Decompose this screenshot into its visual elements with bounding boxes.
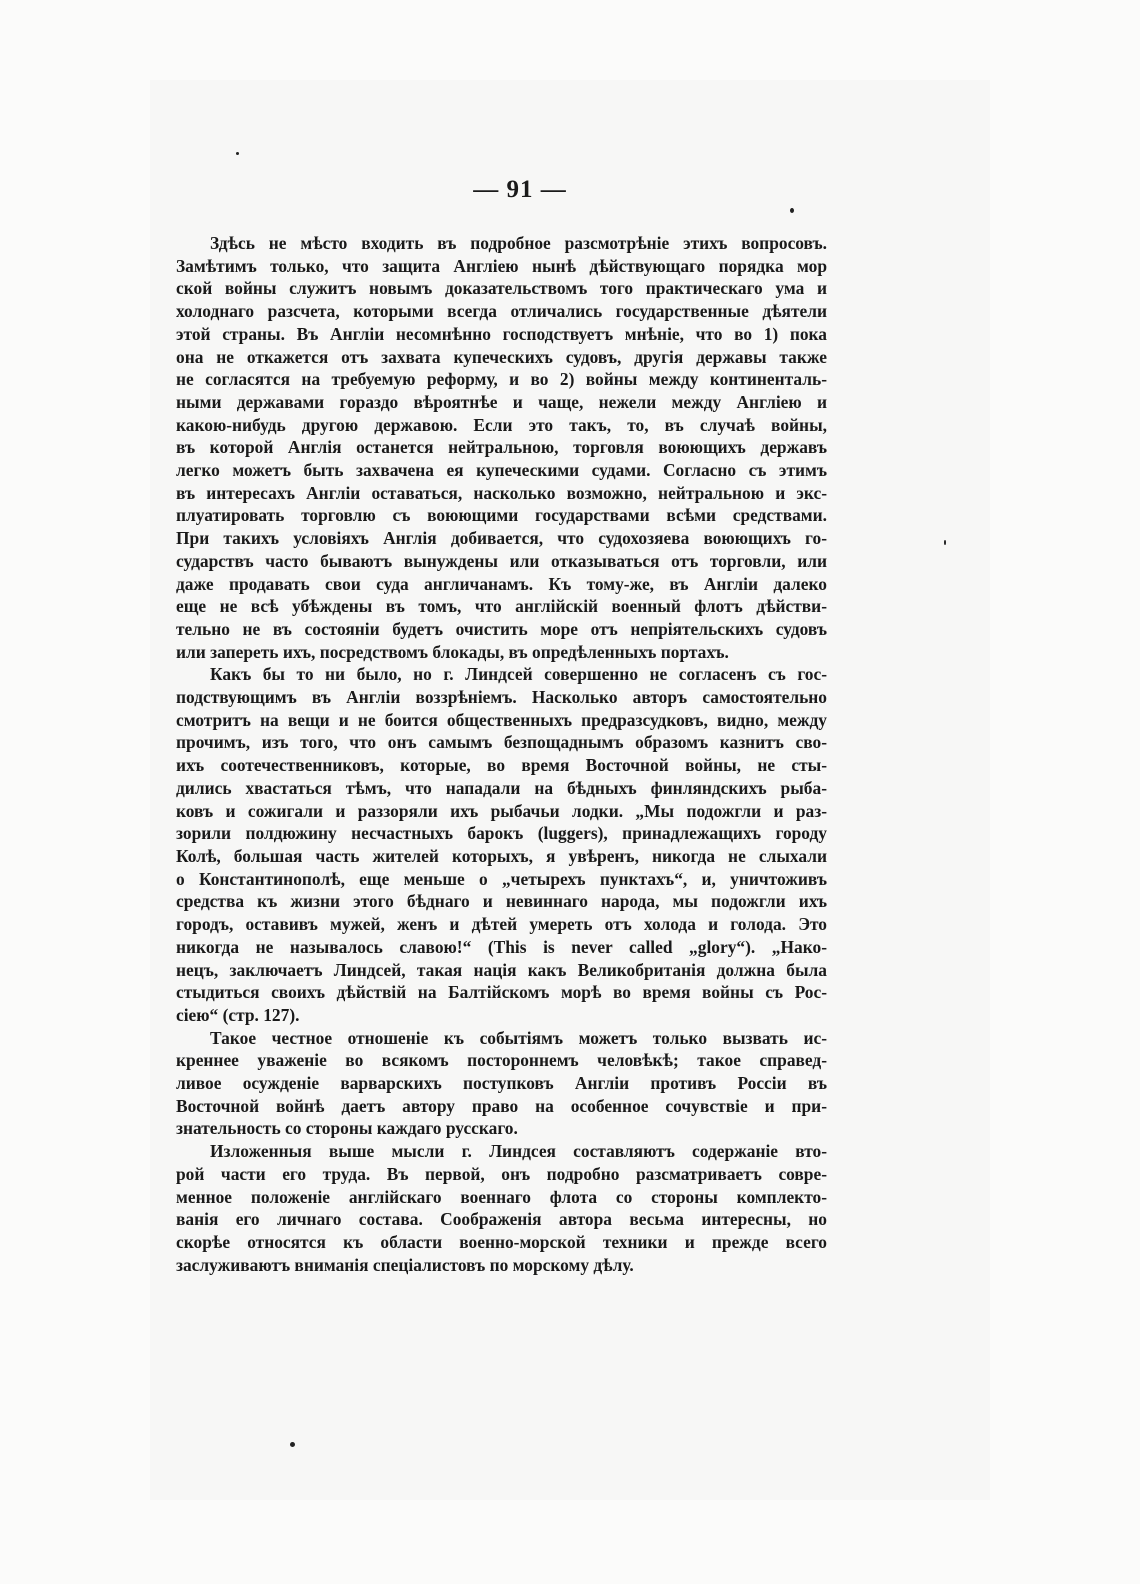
text-line: Восточной войнѣ даетъ автору право на особенное сочувствіе и при- (176, 1095, 827, 1116)
text-line: При такихъ условіяхъ Англія добивается, что судохозяева воюющихъ го- (176, 528, 827, 549)
text-line: Колѣ, большая часть жителей которыхъ, я увѣренъ, никогда не слыхали (176, 845, 827, 866)
text-line: средства къ жизни этого бѣднаго и невиннаго народа, мы подожгли ихъ (176, 891, 827, 912)
text-line: смотритъ на вещи и не боится общественныхъ предразсудковъ, видно, между (176, 709, 827, 730)
text-line: холоднаго разсчета, которыми всегда отличались государственные дѣятели (176, 301, 827, 322)
text-line: или запереть ихъ, посредствомъ блокады, въ опредѣленныхъ портахъ. (176, 641, 729, 662)
text-line: ихъ соотечественниковъ, которые, во время Восточной войны, не сты- (176, 755, 827, 776)
text-line: прочимъ, изъ того, что онъ самымъ безпощаднымъ образомъ казнитъ сво- (176, 732, 827, 753)
text-line: креннее уваженіе во всякомъ постороннемъ человѣкѣ; такое справед- (176, 1050, 827, 1071)
text-line: ковъ и сожигали и раззоряли ихъ рыбачьи лодки. „Мы подожгли и раз- (176, 800, 827, 821)
text-line: сіею“ (стр. 127). (176, 1004, 300, 1025)
text-line: менное положеніе англійскаго военнаго флота со стороны комплекто- (176, 1186, 827, 1207)
text-line: заслуживаютъ вниманія спеціалистовъ по морскому дѣлу. (176, 1254, 634, 1275)
body-text (176, 232, 827, 1276)
text-line: еще не всѣ убѣждены въ томъ, что англійскій военный флотъ дѣйстви- (176, 596, 827, 617)
text-line: дились хвастаться тѣмъ, что нападали на бѣдныхъ финляндскихъ рыба- (176, 777, 827, 798)
text-line: Такое честное отношеніе къ событіямъ можетъ только вызвать ис- (210, 1027, 827, 1048)
text-line: ванія его личнаго состава. Соображенія автора весьма интересны, но (176, 1209, 827, 1230)
text-line: Изложенныя выше мысли г. Линдсея составляютъ содержаніе вто- (210, 1141, 827, 1162)
text-line: ской войны служитъ новымъ доказательствомъ того практическаго ума и (176, 278, 827, 299)
text-line: нецъ, заключаетъ Линдсей, такая нація какъ Великобританія должна была (176, 959, 827, 980)
text-line: какою-нибудь другою державою. Если это такъ, то, въ случаѣ войны, (176, 414, 827, 435)
text-line: легко можетъ быть захвачена ея купеческими судами. Согласно съ этимъ (176, 460, 827, 481)
text-line: никогда не называлось славою!“ (This is never called „glory“). „Нако- (176, 936, 827, 957)
paragraph (176, 232, 827, 663)
text-line: скорѣе относятся къ области военно-морской техники и прежде всего (176, 1231, 827, 1252)
text-line: Здѣсь не мѣсто входить въ подробное разсмотрѣніе этихъ вопросовъ. (210, 233, 827, 253)
text-line: ными державами гораздо вѣроятнѣе и чаще, нежели между Англіею и (176, 391, 827, 412)
ink-speck (790, 208, 794, 213)
text-line: плуатировать торговлю съ воюющими государствами всѣми средствами. (176, 505, 827, 526)
text-line: сударствъ часто бываютъ вынуждены или отказываться отъ торговли, или (176, 550, 827, 571)
text-line: подствующимъ въ Англіи воззрѣніемъ. Насколько авторъ самостоятельно (176, 687, 827, 708)
page-number: — 91 — (473, 176, 567, 203)
paragraph (176, 1140, 827, 1276)
text-line: Замѣтимъ только, что защита Англіею нынѣ дѣйствующаго порядка мор (176, 255, 827, 276)
text-line: этой страны. Въ Англіи несомнѣнно господствуетъ мнѣніе, что во 1) пока (176, 323, 827, 344)
text-line: она не откажется отъ захвата купеческихъ судовъ, другія державы также (176, 346, 827, 367)
text-line: въ интересахъ Англіи оставаться, насколько возможно, нейтральною и экс- (176, 482, 827, 503)
text-line: знательность со стороны каждаго русскаго. (176, 1118, 518, 1139)
ink-speck (236, 152, 239, 155)
text-line: стыдиться своихъ дѣйствій на Балтійскомъ морѣ во время войны съ Рос- (176, 982, 827, 1003)
text-line: даже продавать свои суда англичанамъ. Къ тому-же, въ Англіи далеко (176, 573, 827, 594)
text-line: Какъ бы то ни было, но г. Линдсей совершенно не согласенъ съ гос- (210, 664, 827, 685)
text-line: зорили полдюжину несчастныхъ барокъ (luggers), принадлежащихъ городу (176, 823, 827, 844)
text-line: тельно не въ состояніи будетъ очистить море отъ непріятельскихъ судовъ (176, 618, 827, 639)
text-line: въ которой Англія останется нейтральною, торговля воюющихъ державъ (176, 437, 827, 458)
ink-speck (290, 1442, 295, 1447)
text-line: не согласятся на требуемую реформу, и во 2) войны между континенталь- (176, 369, 827, 390)
paragraph (176, 663, 827, 1026)
text-line: ливое осужденіе варварскихъ поступковъ Англіи противъ Россіи въ (176, 1073, 827, 1094)
text-line: городъ, оставивъ мужей, женъ и дѣтей умереть отъ холода и голода. Это (176, 914, 827, 935)
text-line: о Константинополѣ, еще меньше о „четырехъ пунктахъ“, и, уничтоживъ (176, 868, 827, 889)
paragraph (176, 1027, 827, 1141)
text-line: рой части его труда. Въ первой, онъ подробно разсматриваетъ совре- (176, 1163, 827, 1184)
ink-speck (944, 540, 946, 545)
